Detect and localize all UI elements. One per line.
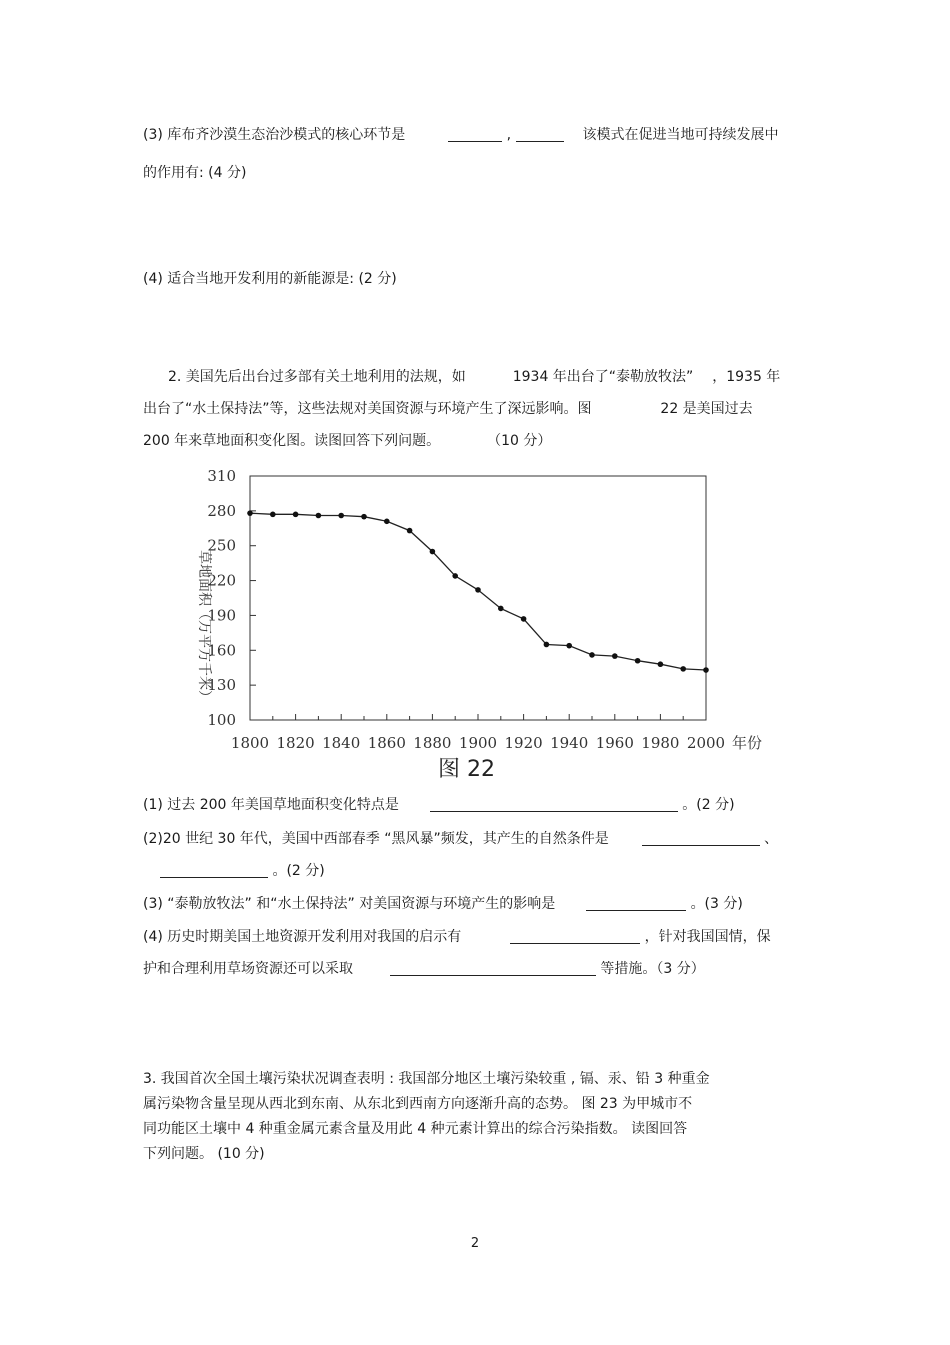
x-tick-label: 1920 (504, 734, 543, 752)
data-point (635, 658, 641, 664)
page-number: 2 (470, 1236, 480, 1251)
q3-line3: 同功能区土壤中 4 种重金属元素含量及用此 4 种元素计算出的综合污染指数。 读图回答 (143, 1121, 688, 1137)
data-point (430, 549, 436, 555)
data-point (566, 643, 572, 649)
q3-line1: 3. 我国首次全国土壤污染状况调查表明 : 我国部分地区土壤污染较重 , 镉、汞、铅 3 种重金 (143, 1071, 710, 1087)
x-tick-label: 1980 (641, 734, 680, 752)
q2-part3-line (143, 895, 743, 913)
q2-intro-text: （10 分） (487, 433, 552, 449)
q2-intro-line3 (143, 432, 551, 450)
q2-part4-score: 等措施。（3 分） (600, 961, 705, 977)
data-point (475, 587, 481, 593)
answer-blank[interactable] (516, 127, 564, 142)
data-point (361, 514, 367, 520)
x-axis-label: 年份 (732, 734, 763, 752)
y-tick-label: 190 (207, 606, 236, 625)
answer-blank[interactable] (642, 831, 760, 846)
q2-part4-line2 (143, 960, 705, 978)
x-tick-label: 2000 (686, 734, 726, 752)
y-tick-label: 130 (207, 676, 236, 695)
y-tick-label: 220 (207, 571, 236, 590)
data-point (452, 573, 458, 579)
q2-part3-score: 。(3 分) (690, 896, 743, 912)
y-tick-label: 100 (207, 711, 236, 729)
q2-part2-sep: 、 (764, 831, 779, 847)
x-tick-label: 1940 (550, 734, 589, 752)
q2-part4-line1 (143, 928, 771, 946)
grassland-area-line-chart (180, 462, 780, 784)
y-tick-label: 280 (207, 501, 236, 520)
q3-line2: 属污染物含量呈现从西北到东南、从东北到西南方向逐渐升高的态势。 图 23 为甲城市不 (143, 1096, 693, 1112)
q2-part2-text: (2)20 世纪 30 年代，美国中西部春季 “黑风暴”频发，其产生的自然条件是 (143, 831, 609, 847)
q1-part3-text: (3) 库布齐沙漠生态治沙模式的核心环节是 (143, 127, 406, 143)
answer-blank[interactable] (390, 961, 596, 976)
q2-intro-text: 2. 美国先后出台过多部有关土地利用的法规，如 (168, 369, 466, 385)
answer-blank[interactable] (430, 797, 678, 812)
data-point (316, 513, 322, 519)
q1-part3-line2: 的作用有: (4 分) (143, 165, 247, 181)
data-point (589, 652, 595, 658)
plot-frame (250, 476, 706, 720)
q2-intro-text: 1934 年出台了“泰勒放牧法” (512, 369, 694, 385)
q2-intro-line1 (168, 368, 780, 386)
data-point (270, 512, 276, 518)
figure-caption: 图 22 (438, 757, 495, 782)
x-tick-label: 1960 (595, 734, 634, 752)
q2-intro-text: 出台了“水土保持法”等，这些法规对美国资源与环境产生了深远影响。图 (143, 401, 592, 417)
q2-part2-score: 。(2 分) (272, 863, 325, 879)
q2-part3-text: (3) “泰勒放牧法” 和“水土保持法” 对美国资源与环境产生的影响是 (143, 896, 556, 912)
q2-intro-text: 200 年来草地面积变化图。读图回答下列问题。 (143, 433, 441, 449)
y-tick-label: 250 (207, 536, 236, 555)
series-grassland-area (247, 510, 709, 672)
data-point (247, 510, 253, 516)
q1-part4-line: (4) 适合当地开发利用的新能源是: (2 分) (143, 271, 397, 287)
y-axis-ticks (207, 467, 256, 729)
plot-border (250, 476, 706, 720)
data-point (498, 606, 504, 612)
q2-part4-text-c: 护和合理利用草场资源还可以采取 (143, 961, 353, 977)
q2-part4-text-b: ，针对我国国情，保 (644, 929, 771, 945)
y-tick-label: 160 (207, 641, 236, 660)
data-point (544, 642, 550, 648)
q2-part2-line2 (160, 862, 325, 880)
answer-blank[interactable] (586, 896, 686, 911)
data-point (384, 519, 390, 525)
x-tick-label: 1800 (230, 734, 270, 752)
q1-part3-line1 (143, 126, 778, 144)
x-tick-label: 1900 (458, 734, 498, 752)
x-tick-label: 1820 (276, 734, 315, 752)
x-tick-label: 1880 (413, 734, 452, 752)
data-point (521, 616, 527, 622)
comma: , (506, 127, 512, 143)
q1-part3-text-b: 该模式在促进当地可持续发展中 (582, 127, 779, 143)
data-point (407, 528, 413, 534)
x-tick-label: 1860 (367, 734, 406, 752)
data-point (293, 512, 299, 518)
data-point (703, 667, 709, 673)
data-point (612, 653, 618, 659)
q2-part1-line (143, 796, 735, 814)
q2-intro-text: ，1935 年 (712, 369, 781, 385)
q2-intro-text: 22 是美国过去 (660, 401, 753, 417)
x-tick-label: 1840 (322, 734, 361, 752)
q2-intro-line2 (143, 400, 753, 418)
data-point (680, 666, 686, 672)
q2-part1-text: (1) 过去 200 年美国草地面积变化特点是 (143, 797, 399, 813)
answer-blank[interactable] (510, 929, 640, 944)
answer-blank[interactable] (160, 863, 268, 878)
y-axis-label: 草地面积（万平方千米） (196, 550, 212, 704)
q2-part4-text: (4) 历史时期美国土地资源开发利用对我国的启示有 (143, 929, 462, 945)
q3-line4: 下列问题。 (10 分) (143, 1146, 265, 1162)
answer-blank[interactable] (448, 127, 502, 142)
q2-part2-line1 (143, 830, 778, 848)
data-point (338, 513, 344, 519)
q2-part1-score: 。(2 分) (682, 797, 735, 813)
data-point (658, 661, 664, 667)
y-tick-label: 310 (207, 467, 236, 485)
